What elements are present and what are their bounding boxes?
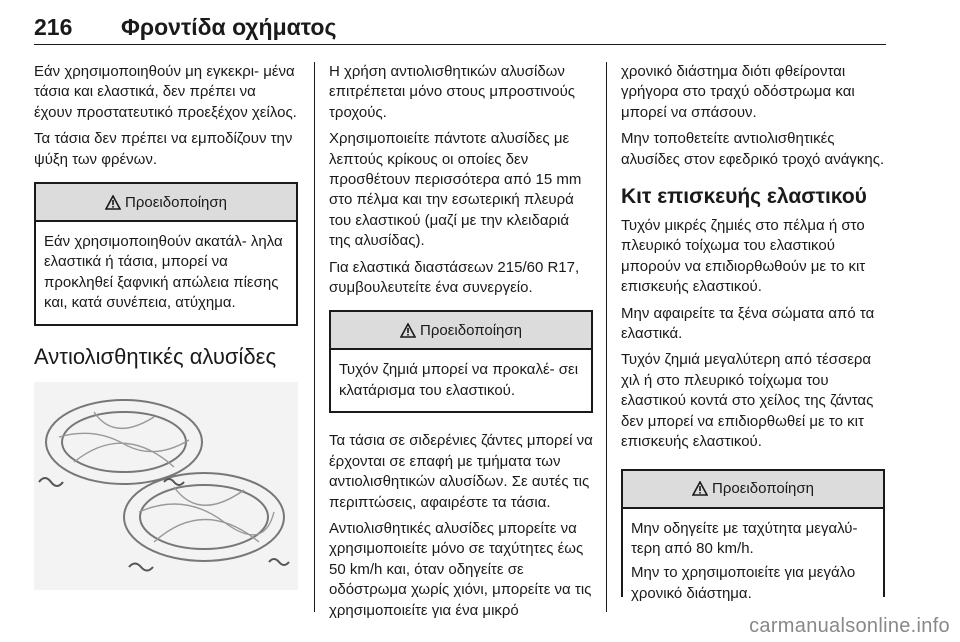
warning-box — [621, 469, 885, 602]
paragraph: Τα τάσια δεν πρέπει να εμποδίζουν την ψύξη των φρένων. — [34, 130, 293, 168]
warning-triangle-icon — [692, 481, 708, 496]
warning-triangle-icon — [400, 323, 416, 338]
warning-title: Προειδοποίηση — [712, 480, 814, 497]
paragraph: Τυχόν ζημιά μεγαλύτερη από τέσσερα χιλ ή στο πλευρικό τοίχωμα του ελαστικού κοντά στο χείλος της ζάντας δεν μπορεί να επιδιορθωθεί με το κιτ επισκευής ελαστικού. — [621, 351, 874, 451]
page-title: Φροντίδα οχήματος — [121, 14, 337, 40]
column-divider — [314, 62, 315, 612]
paragraph: Μην αφαιρείτε τα ξένα σώματα από τα ελαστικά. — [621, 304, 875, 343]
warning-header — [36, 184, 296, 222]
page-header — [34, 14, 886, 45]
warning-box — [34, 182, 298, 326]
column-divider — [606, 62, 607, 612]
warning-text: Τυχόν ζημιά μπορεί να προκαλέ‐ σει κλατάρισμα του ελαστικού. — [339, 361, 579, 399]
warning-title: Προειδοποίηση — [420, 321, 522, 339]
page-number: 216 — [34, 14, 73, 40]
column-2 — [329, 62, 593, 627]
warning-box — [329, 310, 593, 413]
snow-chains-illustration — [34, 382, 298, 590]
warning-triangle-icon — [105, 195, 121, 210]
section-heading: Κιτ επισκευής ελαστικού — [621, 185, 867, 209]
paragraph: Η χρήση αντιολισθητικών αλυσίδων επιτρέπεται μόνο στους μπροστινούς τροχούς. — [329, 63, 575, 121]
warning-header — [331, 312, 591, 350]
paragraph: Για ελαστικά διαστάσεων 215/60 R17, συμβουλευτείτε ένα συνεργείο. — [329, 258, 580, 297]
paragraph: Αντιολισθητικές αλυσίδες μπορείτε να χρησιμοποιείτε μόνο σε ταχύτητες έως 50 km/h και, όταν οδηγείτε σε οδόστρωμα χωρίς χιόνι, μπορείτε να τις χρησιμοποιείτε για ένα μικρό — [329, 519, 592, 619]
column-3 — [621, 62, 885, 602]
warning-title: Προειδοποίηση — [125, 193, 227, 211]
paragraph: Χρησιμοποιείτε πάντοτε αλυσίδες με λεπτούς κρίκους οι οποίες δεν προσθέτουν περισσότερα από 15 mm στο πέλμα και την εσωτερική πλευρά του ελαστικού (μαζί με την κλειδαριά της αλυσίδας). — [329, 130, 582, 250]
paragraph: Τα τάσια σε σιδερένιες ζάντες μπορεί να έρχονται σε επαφή με τμήματα των αντιολισθητικών αλυσίδων. Σε αυτές τις περιπτώσεις, αφαιρέστε τα τάσια. — [329, 432, 593, 511]
section-heading: Αντιολισθητικές αλυσίδες — [34, 343, 277, 369]
paragraph: Τυχόν μικρές ζημιές στο πέλμα ή στο πλευρικό τοίχωμα του ελαστικού μπορούν να επιδιορθωθούν με το κιτ επισκευής ελαστικού. — [621, 217, 866, 296]
warning-header — [623, 471, 883, 509]
paragraph: Μην τοποθετείτε αντιολισθητικές αλυσίδες στον εφεδρικό τροχό ανάγκης. — [621, 130, 885, 168]
watermark: carmanualsonline.info — [749, 615, 950, 637]
warning-text: Εάν χρησιμοποιηθούν ακατάλ‐ ληλα ελαστικά ή τάσια, μπορεί να προκληθεί ξαφνική απώλεια πίεσης και, κατά συνέπεια, ατύχημα. — [44, 233, 283, 312]
paragraph: χρονικό διάστημα διότι φθείρονται γρήγορα στο τραχύ οδόστρωμα και μπορεί να σπάσουν. — [621, 63, 855, 121]
column-1 — [34, 62, 298, 590]
paragraph: Εάν χρησιμοποιηθούν μη εγκεκρι‐ μένα τάσια και ελαστικά, δεν πρέπει να έχουν προστατευτικό προεξέχον χείλος. — [34, 63, 297, 121]
warning-text: Μην το χρησιμοποιείτε για μεγάλο χρονικό διάστημα. — [631, 564, 856, 602]
warning-text: Μην οδηγείτε με ταχύτητα μεγαλύ‐ τερη από 80 km/h. — [631, 519, 858, 557]
